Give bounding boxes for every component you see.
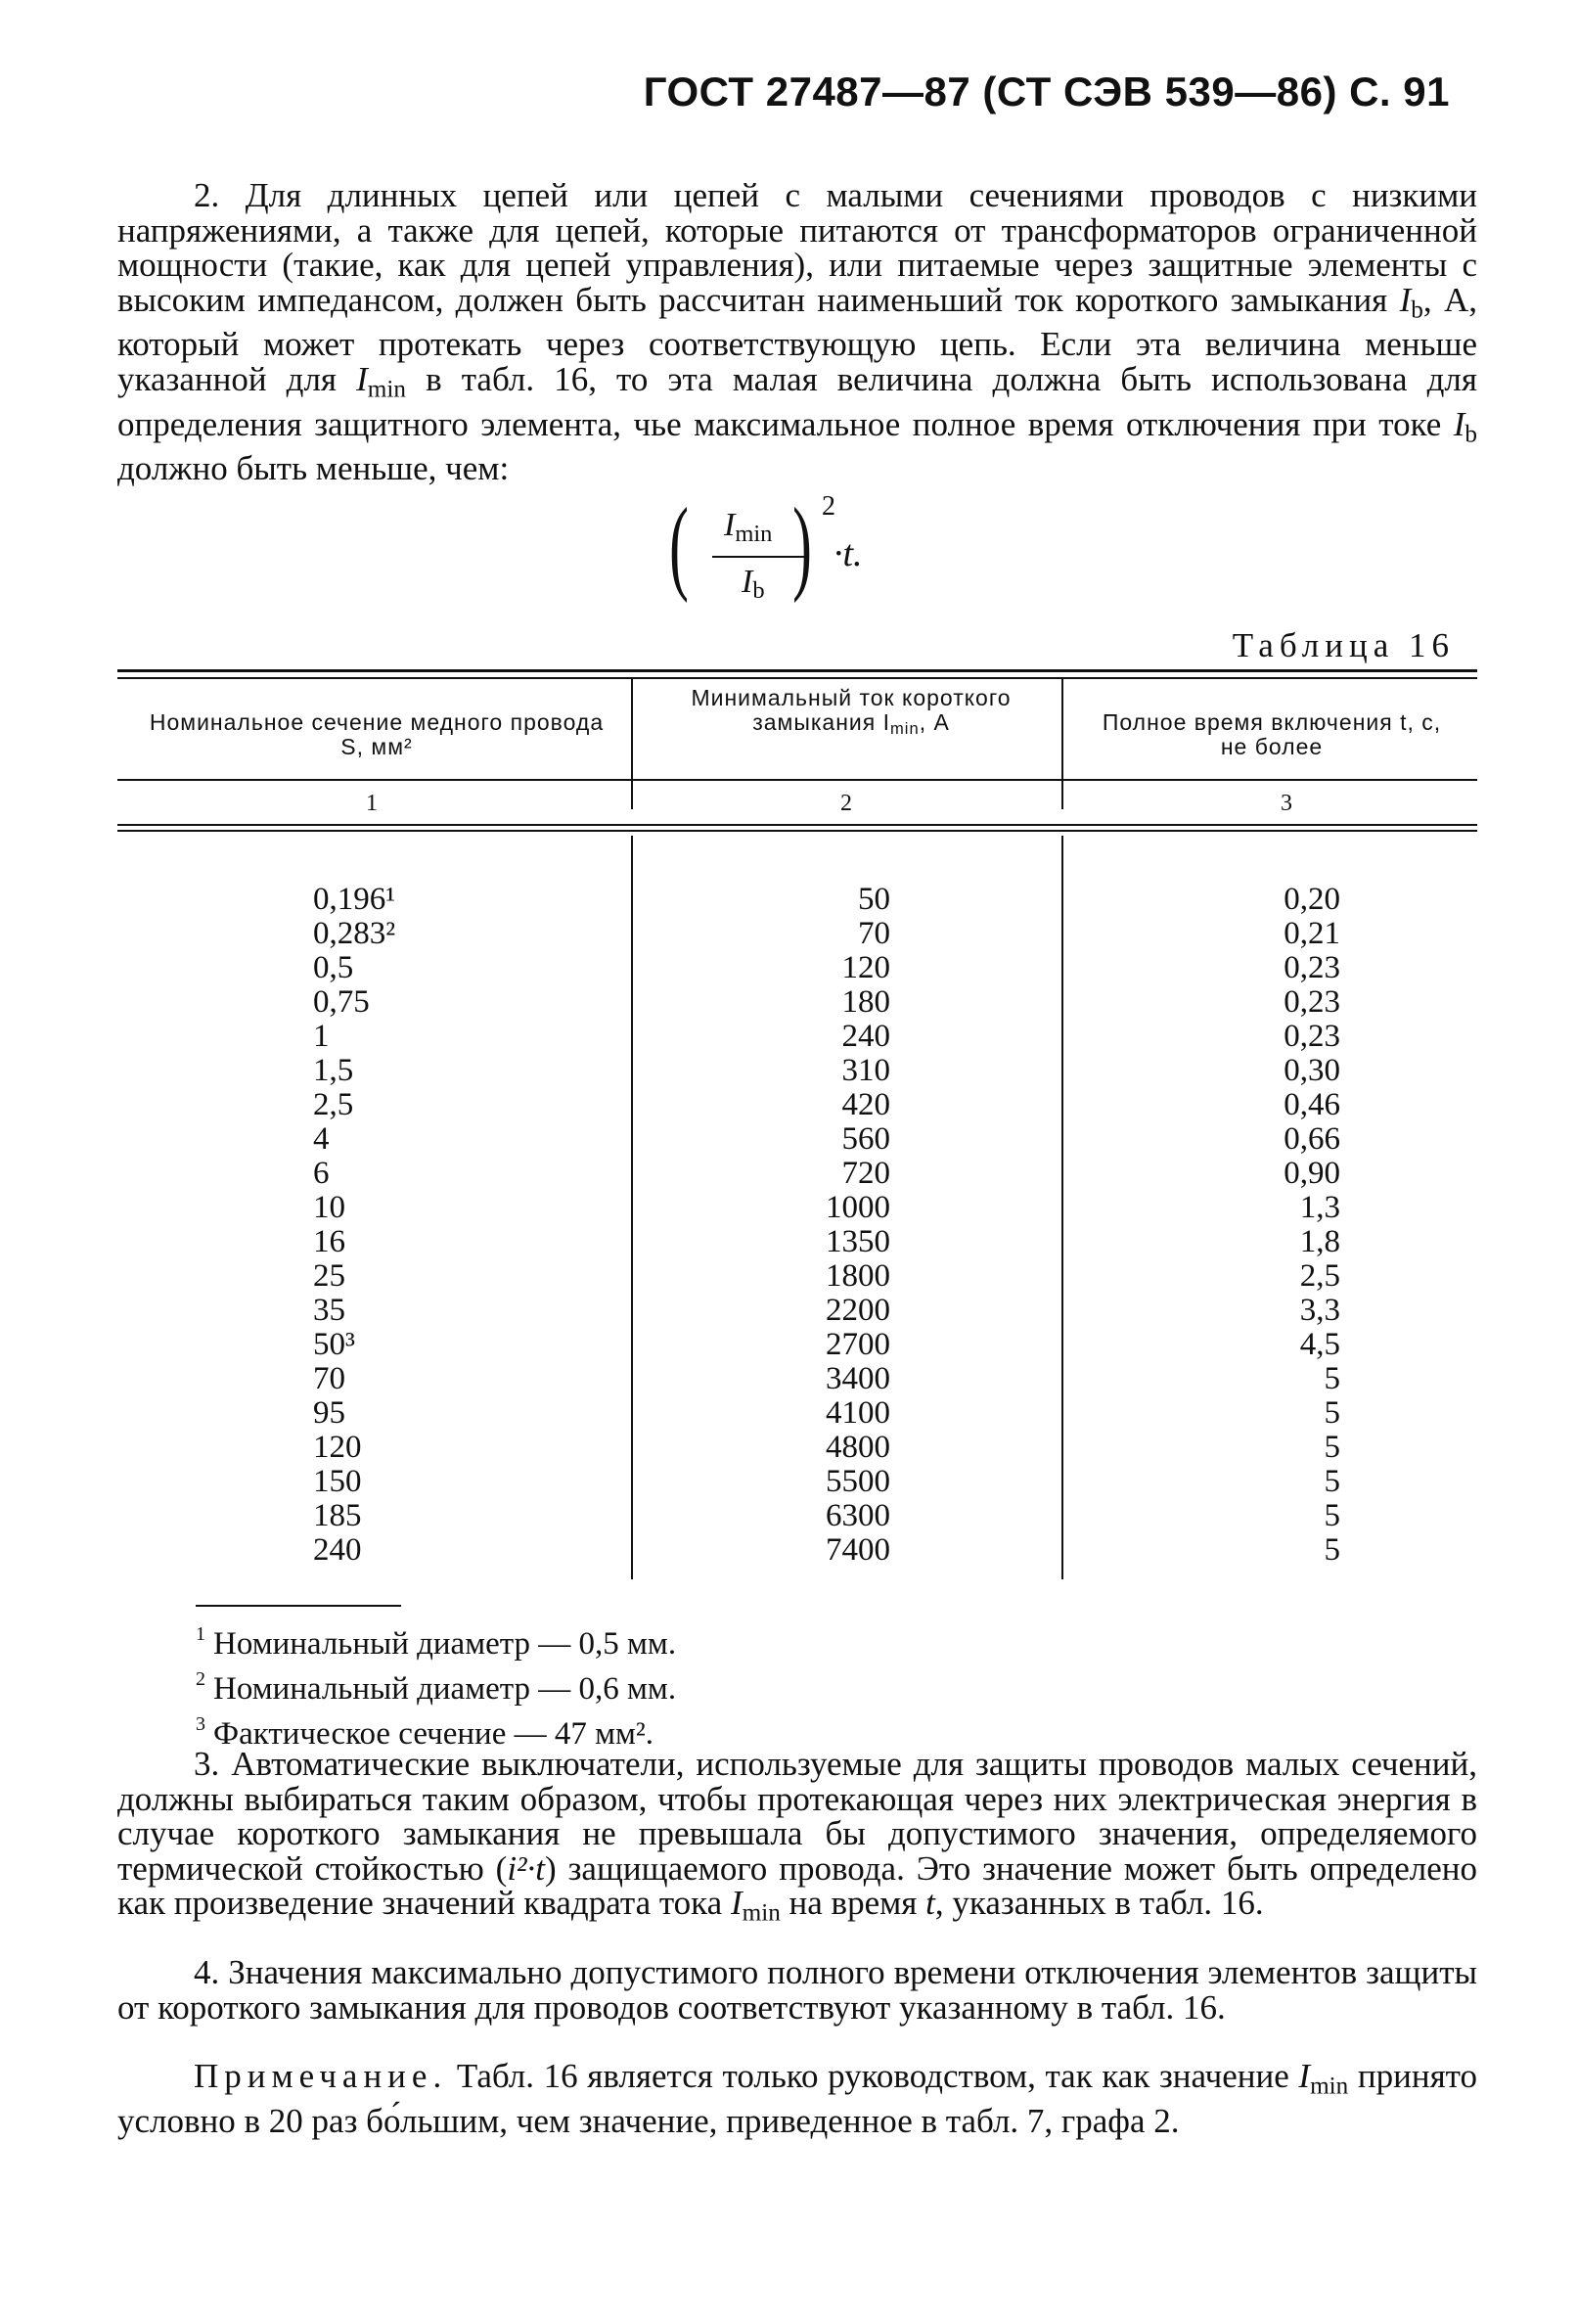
column-cross-section — [313, 883, 470, 1568]
note: Примечание. Табл. 16 является только руководством, так как значение $I_{min}$ принято условно в 20 раз бо́льшим, чем значение, приведенное в табл. 7, графа 2. — [117, 2057, 1478, 2140]
cell-min-current: 2200 — [826, 1293, 890, 1328]
cell-cross-section: 0,196¹ — [313, 882, 396, 917]
paragraph-2-text: в табл. 16, то эта малая величина должна быть использована для определения защитного элемента, чье максимальное полное время отключения при токе — [117, 359, 1477, 443]
cell-cross-section: 150 — [313, 1464, 362, 1499]
paragraph-2-text: , А, который может протекать через соответствующую цепь. Если эта величина меньше указанной для — [117, 280, 1477, 398]
cell-time: 5 — [1324, 1361, 1340, 1396]
cell-time: 0,90 — [1284, 1156, 1340, 1191]
header-min-current: Минимальный ток короткого замыкания $I_{min}$, А — [691, 685, 1012, 739]
cell-time: 3,3 — [1299, 1293, 1340, 1328]
cell-cross-section: 1,5 — [313, 1053, 354, 1088]
cell-min-current: 50 — [858, 882, 890, 917]
ib-symbol: I — [1399, 280, 1412, 319]
footnote-rule — [196, 1605, 401, 1607]
col-number-2: 2 — [840, 791, 852, 816]
cell-min-current: 3400 — [826, 1361, 890, 1396]
cell-min-current: 2700 — [826, 1327, 890, 1362]
col-divider-2 — [1061, 677, 1063, 809]
cell-cross-section: 6 — [313, 1156, 330, 1191]
footnote-2: $^2$ Номинальный диаметр — 0,6 мм. — [196, 1668, 677, 1707]
cell-cross-section: 95 — [313, 1395, 345, 1431]
paragraph-2 — [117, 178, 1477, 486]
paragraph-4: 4. Значения максимально допустимого полного времени отключения элементов защиты от короткого замыкания для проводов соответствуют указанному в табл. 16. — [117, 1953, 1477, 2027]
cell-cross-section: 4 — [313, 1121, 330, 1157]
cell-cross-section: 70 — [313, 1361, 345, 1396]
imin-symbol: I — [1298, 2057, 1311, 2095]
ib-subscript: b — [1464, 420, 1477, 447]
cell-min-current: 6300 — [826, 1498, 890, 1533]
table-16 — [117, 669, 1477, 1589]
note-label: Примечание. — [194, 2057, 448, 2095]
formula-denominator: $I_b$ — [742, 564, 765, 605]
column-time — [1233, 883, 1340, 1568]
cell-min-current: 70 — [858, 916, 890, 951]
header-time: Полное время включения t, с, не более — [1102, 709, 1442, 759]
cell-time: 0,30 — [1284, 1053, 1340, 1088]
t-symbol: t — [925, 1884, 935, 1922]
table-top-rule — [117, 669, 1477, 672]
footnotes — [117, 1605, 998, 1752]
cell-cross-section: 25 — [313, 1258, 345, 1294]
cell-cross-section: 50³ — [313, 1327, 355, 1362]
cell-min-current: 180 — [841, 984, 890, 1020]
paragraph-3: 3. Автоматические выключатели, используемые для защиты проводов малых сечений, должны выбираться таким образом, чтобы протекающая через них электрическая энергия в случае короткого замыкания не превышала бы допустимого значения, определяемого термической стойкостью (i²·t) защищаемого провода. Это значение может быть определено как произведение значений квадрата тока $I_{min}$ на время t, указанных в табл. 16. — [117, 1745, 1477, 1927]
cell-cross-section: 2,5 — [313, 1087, 354, 1122]
cell-time: 0,46 — [1284, 1087, 1340, 1122]
cell-time: 4,5 — [1299, 1327, 1340, 1362]
imin-subscript: min — [367, 376, 406, 403]
cell-cross-section: 120 — [313, 1430, 362, 1465]
paragraph-2-text: должно быть меньше, чем: — [117, 449, 510, 488]
table-top-rule-2 — [117, 677, 1477, 679]
cell-cross-section: 0,5 — [313, 950, 354, 985]
cell-time: 5 — [1324, 1430, 1340, 1465]
cell-cross-section: 240 — [313, 1532, 362, 1568]
cell-min-current: 310 — [841, 1053, 890, 1088]
footnote-1: $^1$ Номинальный диаметр — 0,5 мм. — [196, 1623, 677, 1662]
formula — [669, 487, 929, 615]
left-paren: ( — [669, 487, 689, 604]
cell-time: 0,66 — [1284, 1121, 1340, 1157]
cell-min-current: 1350 — [826, 1224, 890, 1259]
cell-time: 0,21 — [1284, 916, 1340, 951]
cell-time: 1,3 — [1299, 1190, 1340, 1225]
header-rule — [117, 779, 1477, 781]
fraction-bar — [712, 556, 804, 558]
cell-cross-section: 0,283² — [313, 916, 396, 951]
col-divider-1-body — [631, 836, 633, 1579]
cell-time: 5 — [1324, 1464, 1340, 1499]
cell-min-current: 7400 — [826, 1532, 890, 1568]
cell-min-current: 4800 — [826, 1430, 890, 1465]
cell-cross-section: 1 — [313, 1019, 330, 1054]
ib-symbol: I — [1453, 404, 1465, 443]
cell-min-current: 1800 — [826, 1258, 890, 1294]
cell-time: 0,23 — [1284, 950, 1340, 985]
imin-symbol: I — [356, 359, 368, 398]
cell-cross-section: 10 — [313, 1190, 345, 1225]
cell-min-current: 720 — [841, 1156, 890, 1191]
page-header: ГОСТ 27487—87 (СТ СЭВ 539—86) С. 91 — [643, 68, 1450, 114]
col-number-3: 3 — [1281, 791, 1292, 816]
formula-tail: ·t. — [834, 533, 863, 574]
cell-time: 2,5 — [1299, 1258, 1340, 1294]
col-divider-2-body — [1061, 836, 1063, 1579]
cell-min-current: 1000 — [826, 1190, 890, 1225]
cell-cross-section: 185 — [313, 1498, 362, 1533]
cell-min-current: 560 — [841, 1121, 890, 1157]
cell-time: 5 — [1324, 1395, 1340, 1431]
cell-min-current: 120 — [841, 950, 890, 985]
numbers-rule-2 — [117, 830, 1477, 832]
right-paren: ) — [792, 487, 812, 604]
col-number-1: 1 — [366, 791, 378, 816]
numbers-rule — [117, 824, 1477, 826]
cell-time: 0,23 — [1284, 1019, 1340, 1054]
cell-cross-section: 35 — [313, 1293, 345, 1328]
table-label: Таблица 16 — [1232, 626, 1455, 664]
imin-symbol: I — [730, 1884, 743, 1922]
cell-time: 0,23 — [1284, 984, 1340, 1020]
formula-numerator: $I_{min}$ — [724, 507, 773, 548]
cell-time: 5 — [1324, 1498, 1340, 1533]
cell-min-current: 5500 — [826, 1464, 890, 1499]
cell-cross-section: 16 — [313, 1224, 345, 1259]
ib-subscript: b — [1411, 296, 1423, 323]
col-divider-1 — [631, 677, 633, 809]
cell-min-current: 240 — [841, 1019, 890, 1054]
header-cross-section: Номинальное сечение медного провода S, мм² — [149, 709, 605, 759]
column-min-current — [763, 883, 890, 1568]
energy-formula: i²·t — [507, 1848, 546, 1888]
footnote-3: $^3$ Фактическое сечение — 47 мм². — [196, 1713, 654, 1752]
formula-exponent: 2 — [822, 491, 835, 522]
cell-min-current: 4100 — [826, 1395, 890, 1431]
cell-time: 0,20 — [1284, 882, 1340, 917]
paragraph-2-text: 2. Для длинных цепей или цепей с малыми сечениями проводов с низкими напряжениями, а также для цепей, которые питаются от трансформаторов ограниченной мощности (такие, как для цепей управления), или питаемые через защитные элементы с высоким импедансом, должен быть рассчитан наименьший ток короткого замыкания — [117, 176, 1477, 319]
cell-time: 1,8 — [1299, 1224, 1340, 1259]
cell-time: 5 — [1324, 1532, 1340, 1568]
cell-cross-section: 0,75 — [313, 984, 370, 1020]
cell-min-current: 420 — [841, 1087, 890, 1122]
